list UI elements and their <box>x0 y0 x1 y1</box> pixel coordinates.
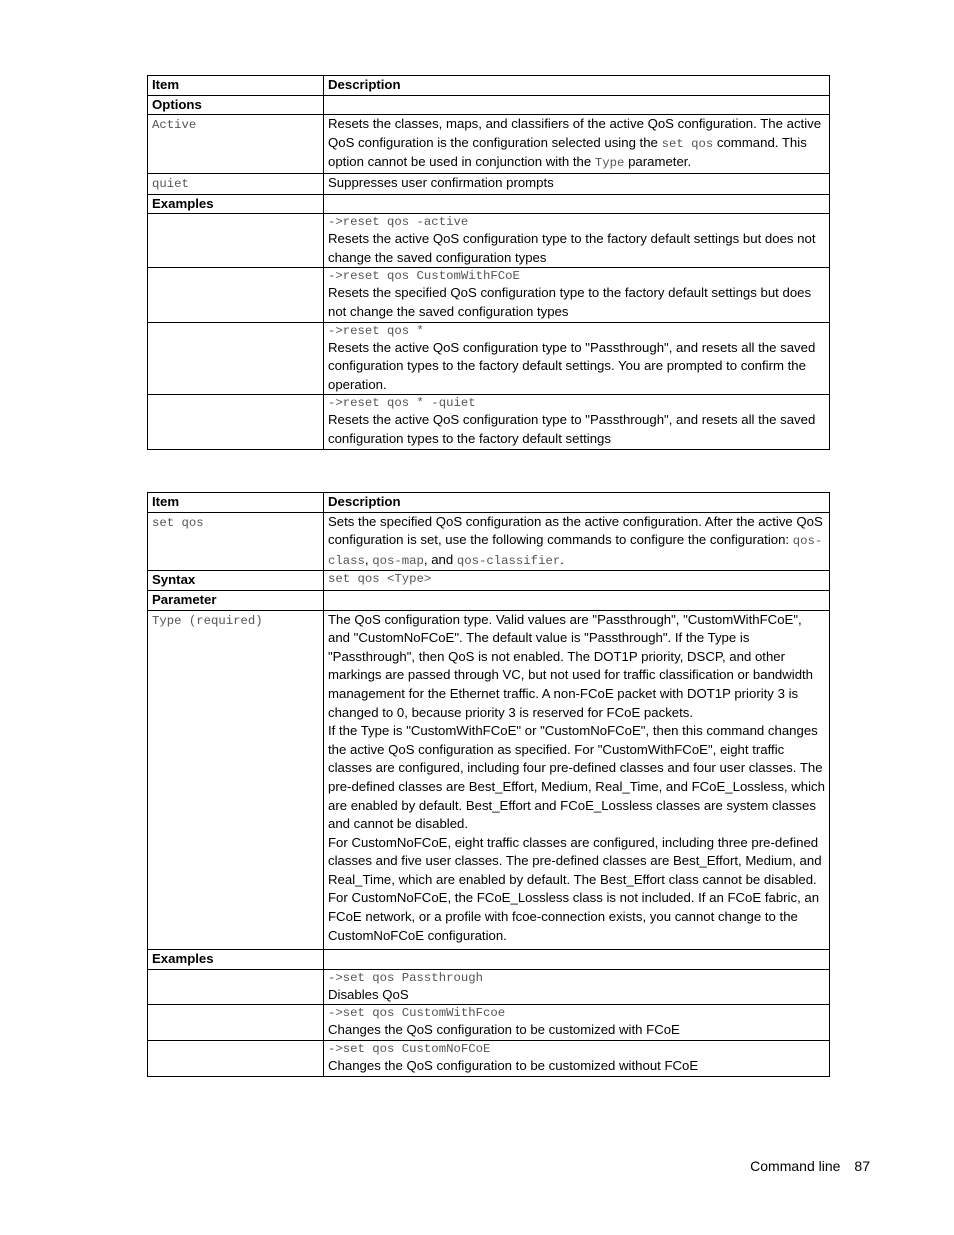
example-description: Resets the active QoS configuration type to the factory default settings but does not change the saved configuration types <box>328 231 816 265</box>
example-row <box>148 214 830 268</box>
command-name: set qos <box>152 515 204 530</box>
example-row <box>148 395 830 449</box>
page-number: 87 <box>854 1158 870 1174</box>
table-row <box>148 173 830 194</box>
parameter-name: Type (required) <box>152 613 263 628</box>
reset-qos-table <box>147 75 830 450</box>
example-description: Resets the active QoS configuration type to "Passthrough", and resets all the saved configuration types to the factory default settings. You are prompted to confirm the operation. <box>328 339 816 392</box>
parameter-paragraph: For CustomNoFCoE, eight traffic classes are configured, including three pre-defined classes and five user classes. The pre-defined classes are Best_Effort, Medium, and Real_Time, which are enabled by default. The Best_Effort class cannot be disabled. For CustomNoFCoE, the FCoE_Lossless class is not included. If an FCoE fabric, an FCoE network, or a profile with fcoe-connection exists, you cannot change to the CustomNoFCoE configuration. <box>328 834 822 943</box>
set-qos-table <box>147 492 830 1077</box>
examples-section-row <box>148 950 830 970</box>
parameter-label: Parameter <box>148 590 324 610</box>
example-row <box>148 1005 830 1041</box>
options-label: Options <box>148 95 324 115</box>
example-code: ->reset qos * <box>328 323 424 338</box>
example-code: ->set qos Passthrough <box>328 970 483 985</box>
options-section-row <box>148 95 830 115</box>
header-description: Description <box>324 493 830 513</box>
option-description: Suppresses user confirmation prompts <box>324 173 830 194</box>
examples-label: Examples <box>148 194 324 214</box>
footer-section: Command line <box>750 1158 841 1174</box>
command-description: Sets the specified QoS configuration as the active configuration. After the active QoS configuration is set, use the following commands to configure the configuration: qos-class, qos-map, and qos-classifier. <box>324 512 830 571</box>
table-row <box>148 115 830 174</box>
examples-label: Examples <box>148 950 324 970</box>
option-description: Resets the classes, maps, and classifiers of the active QoS configuration. The active QoS configuration is the configuration selected using the set qos command. This option cannot be used in conjunction with the Type parameter. <box>324 115 830 174</box>
example-code: ->set qos CustomNoFCoE <box>328 1042 491 1057</box>
syntax-label: Syntax <box>148 571 324 591</box>
example-code: ->reset qos * -quiet <box>328 396 476 411</box>
examples-section-row <box>148 194 830 214</box>
example-code: ->reset qos -active <box>328 215 469 230</box>
header-description: Description <box>324 76 830 96</box>
syntax-code: set qos <Type> <box>328 572 432 587</box>
example-row <box>148 969 830 1005</box>
example-description: Changes the QoS configuration to be customized without FCoE <box>328 1058 699 1074</box>
example-row <box>148 268 830 322</box>
example-description: Resets the specified QoS configuration type to the factory default settings but does not change the saved configuration types <box>328 285 812 319</box>
syntax-row <box>148 571 830 591</box>
table-row <box>148 512 830 571</box>
option-name: Active <box>152 118 197 133</box>
parameter-description <box>324 610 830 950</box>
table-row <box>148 610 830 950</box>
page-footer <box>750 1158 870 1174</box>
table-header <box>148 493 830 513</box>
example-row <box>148 1041 830 1077</box>
example-code: ->reset qos CustomWithFCoE <box>328 269 520 284</box>
header-item: Item <box>148 493 324 513</box>
example-description: Resets the active QoS configuration type to "Passthrough", and resets all the saved configuration types to the factory default settings <box>328 412 816 446</box>
example-code: ->set qos CustomWithFcoe <box>328 1006 506 1021</box>
example-description: Disables QoS <box>328 986 409 1002</box>
parameter-paragraph: If the Type is "CustomWithFCoE" or "CustomNoFCoE", then this command changes the active QoS configuration as specified. For "CustomWithFCoE", eight traffic classes are configured, including four pre-defined classes and four user classes. The pre-defined classes are Best_Effort, Medium, Real_Time, and FCoE_Lossless, which are enabled by default. Best_Effort and FCoE_Lossless classes are system classes and cannot be disabled. <box>328 723 825 832</box>
example-row <box>148 322 830 395</box>
header-item: Item <box>148 76 324 96</box>
parameter-paragraph: The QoS configuration type. Valid values are "Passthrough", "CustomWithFCoE", and "CustomNoFCoE". The default value is "Passthrough". If the Type is "Passthrough", then QoS is not enabled. The DOT1P priority, DSCP, and other markings are passed through VC, but not used for traffic classification or bandwidth management for the Ethernet traffic. A non-FCoE packet with DOT1P priority 3 is changed to 0, because priority 3 is reserved for FCoE packets. <box>328 611 814 720</box>
table-header <box>148 76 830 96</box>
option-name: quiet <box>152 176 189 191</box>
parameter-section-row <box>148 590 830 610</box>
example-description: Changes the QoS configuration to be customized with FCoE <box>328 1022 680 1038</box>
